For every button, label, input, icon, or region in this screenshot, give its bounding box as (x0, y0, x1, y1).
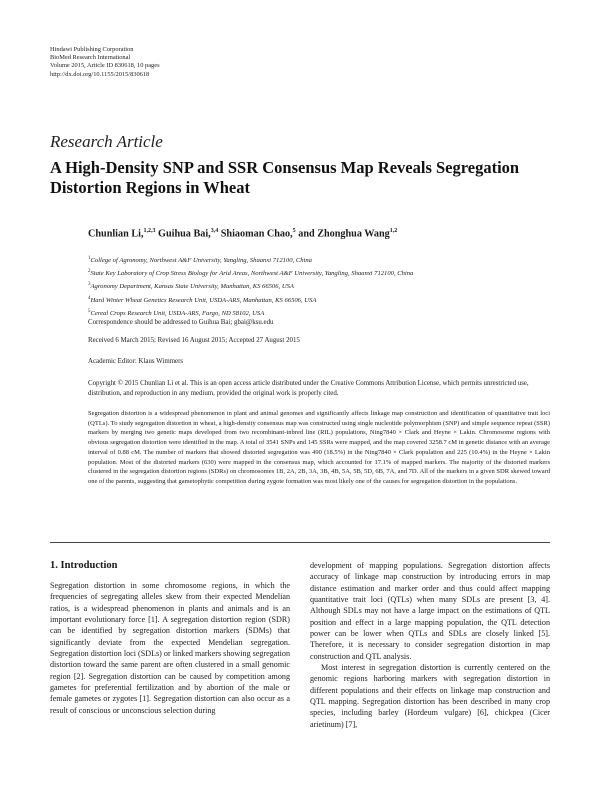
body-column-right (310, 560, 550, 730)
affiliation-sup: 1 (88, 256, 91, 261)
academic-editor: Academic Editor: Klaus Wimmers (88, 358, 184, 365)
body-column-left (50, 580, 290, 716)
affiliation-text: Hard Winter Wheat Genetics Research Unit, USDA-ARS, Manhattan, KS 66506, USA (90, 296, 317, 304)
journal-name: BioMed Research International (50, 54, 131, 62)
paragraph: Most interest in segregation distortion is currently centered on the genomic regions harboring markers with segregation distortion in different populations and their effects on linkage map construction and QTL mapping. Segregation distortion has been described in many crop species, including barley (Hordeum vulgare) [6], chickpea (Cicer arietinum) [7], (310, 663, 550, 729)
section-heading: 1. Introduction (50, 560, 118, 571)
article-type: Research Article (50, 132, 163, 151)
journal-header (50, 46, 160, 79)
author-affil-sup: 3,4 (210, 228, 219, 234)
affiliation-sup: 4 (88, 295, 91, 301)
affiliation-text: State Key Laboratory of Crop Stress Biology for Arid Areas, Northwest A&F University, Yangling, Shaanxi 712100, China (90, 270, 414, 278)
affiliation-text: Cereal Crops Research Unit, USDA-ARS, Fargo, ND 58102, USA (90, 309, 265, 317)
affiliation (88, 266, 413, 279)
author-list (88, 228, 397, 239)
author-name: and Zhonghua Wang (298, 228, 390, 240)
author-affil-sup: 1,2,3 (143, 228, 156, 234)
affiliation-sup: 5 (88, 308, 91, 314)
abstract: Segregation distortion is a widespread phenomenon in plant and animal genomes and significantly affects linkage map construction and identification of quantitative trait loci (QTLs). To study segregation distortion in wheat, a high-density consensus map was constructed using single nucleotide polymorphism (SNP) and simple sequence repeat (SSR) markers by merging two genetic maps developed from two recombinant-inbred line (RIL) populations, Ning7840 × Clark and Heyne × Lakin. Chromosome regions with obvious segregation distortion were identified in the map. A total of 3541 SNPs and 145 SSRs were mapped, and the map covered 3258.7 cM in genetic distance with an average interval of 0.88 cM. The number of markers that showed distorted segregation was 490 (18.5%) in the Ning7840 × Clark population and 225 (10.4%) in the Heyne × Lakin population. Most of the distorted markers (630) were mapped in the consensus map, which accounted for 17.1% of mapped markers. The majority of the distorted markers clustered in the segregation distortion regions (SDRs) on chromosomes 1B, 2A, 2B, 3A, 3B, 4B, 5A, 5B, 5D, 6B, 7A, and 7D. All of the markers in a given SDR skewed toward one of the parents, suggesting that gametophytic competition during zygote formation was most likely one of the causes for segregation distortion in the populations. (88, 410, 550, 485)
correspondence: Correspondence should be addressed to Guihua Bai; gbai@ksu.edu (88, 319, 274, 326)
affiliation-sup: 2 (88, 269, 91, 275)
publisher: Hindawi Publishing Corporation (50, 46, 134, 53)
author-name: Shiaoman Chao, (220, 228, 293, 240)
author-affil-sup: 5 (292, 228, 296, 234)
affiliation (88, 306, 413, 319)
author-name: Guihua Bai, (158, 228, 211, 240)
affiliation (88, 253, 413, 266)
affiliation (88, 279, 413, 292)
affiliation-text: Agronomy Department, Kansas State University, Manhattan, KS 66506, USA (90, 283, 294, 291)
affiliation-list (88, 253, 413, 319)
author-name: Chunlian Li, (88, 228, 144, 240)
paragraph: Segregation distortion in some chromosome regions, in which the frequencies of segregating alleles skew from their expected Mendelian ratios, is a widespread phenomenon in plants and animals and is an important evolutionary force [1]. A segregation distortion region (SDR) can be identified by segregation distortion markers (SDMs) that significantly deviate from the expected Mendelian segregation. Segregation distortion loci (SDLs) or linked markers showing segregation distortion toward the same parent are often clustered in a small genomic region [2]. Segregation distortion can be caused by competition among gametes for preferential fertilization and by abortion of the male or female gametes or zygotes [1]. Segregation distortion can also occur as a result of conscious or unconscious selection during (50, 581, 290, 715)
section-divider (50, 542, 550, 543)
affiliation (88, 293, 413, 306)
paper-title: A High-Density SNP and SSR Consensus Map Reveals Segregation Distortion Regions in Wheat (50, 158, 520, 197)
doi-link[interactable]: http://dx.doi.org/10.1155/2015/830618 (50, 70, 150, 78)
affiliation-text: College of Agronomy, Northwest A&F University, Yangling, Shaanxi 712100, China (90, 257, 312, 265)
copyright-notice: Copyright © 2015 Chunlian Li et al. This is an open access article distributed under the Creative Commons Attribution License, which permits unrestricted use, distribution, and reproduction in any medium, provided the original work is properly cited. (88, 380, 529, 398)
author-affil-sup: 1,2 (389, 228, 398, 234)
dates: Received 6 March 2015; Revised 16 August 2015; Accepted 27 August 2015 (88, 337, 300, 344)
affiliation-sup: 3 (88, 282, 91, 288)
volume-info: Volume 2015, Article ID 830618, 10 pages (50, 62, 160, 70)
paragraph: development of mapping populations. Segregation distortion affects accuracy of linkage map construction by introducing errors in map distance estimation and marker order and thus could affect mapping quantitative trait loci (QTLs) when many SDLs are present [3, 4]. Although SDLs may not have a large impact on the estimations of QTL position and effect in a large mapping population, the QTL detection power can be lower when QTLs and SDLs are closely linked [5]. Therefore, it is necessary to consider segregation distortion in map construction and QTL analysis. (310, 561, 550, 661)
